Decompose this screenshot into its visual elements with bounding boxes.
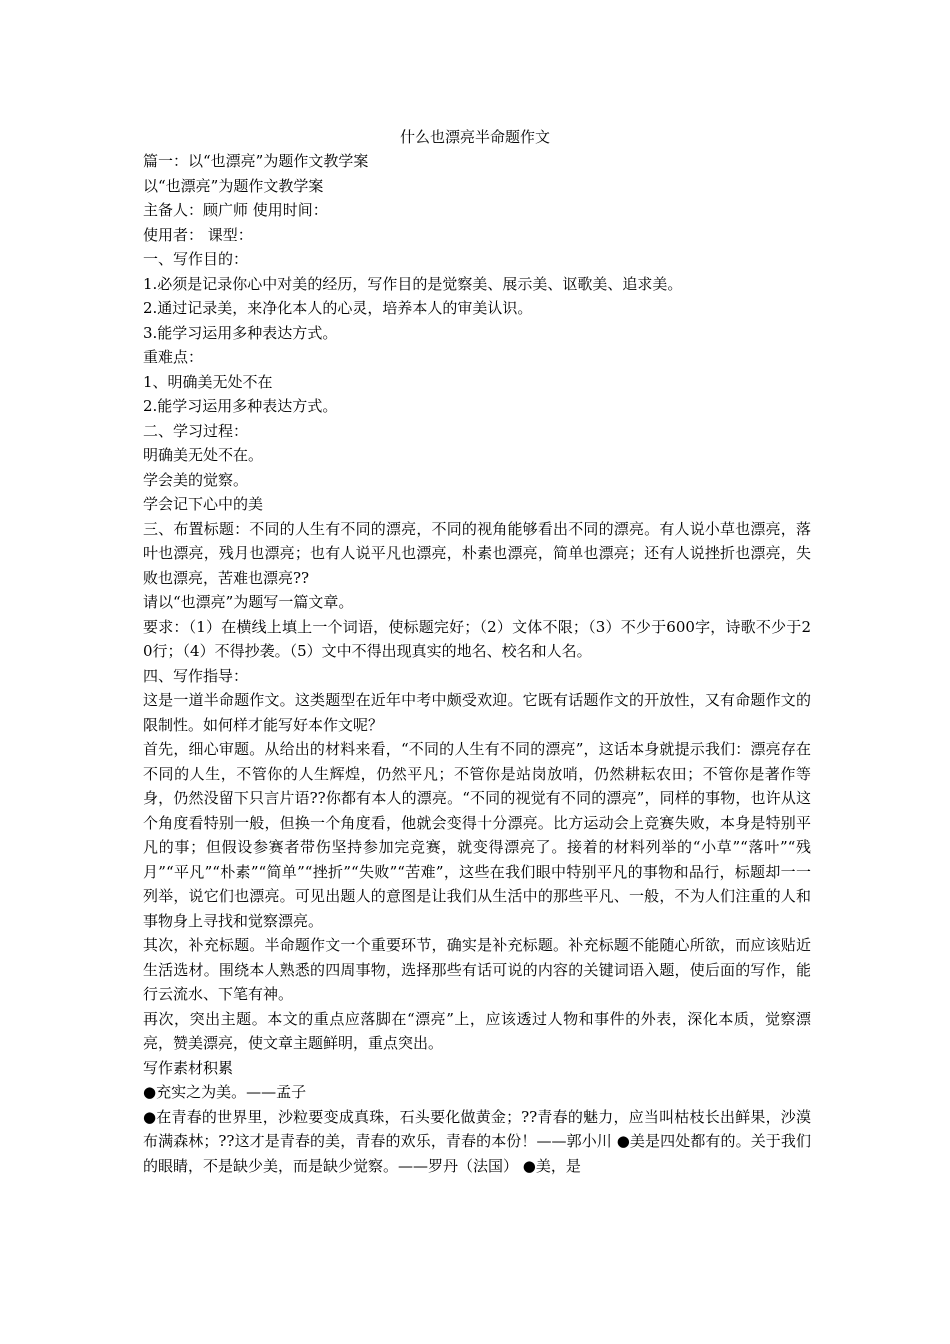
document-body: [143, 149, 811, 1178]
paragraph: 3.能学习运用多种表达方式。: [143, 323, 338, 342]
paragraph: 三、布置标题：不同的人生有不同的漂亮，不同的视角能够看出不同的漂亮。有人说小草也漂亮，落叶也漂亮，残月也漂亮；也有人说平凡也漂亮，朴素也漂亮，简单也漂亮；还有人说挫折也漂亮，失败也漂亮，苦难也漂亮??: [143, 519, 811, 587]
paragraph: ●在青春的世界里，沙粒要变成真珠，石头要化做黄金；??青春的魅力，应当叫枯枝长出鲜果，沙漠布满森林；??这才是青春的美，青春的欢乐，青春的本份！——郭小川 ●美是四处都有的。关于我们的眼睛，不是缺少美，而是缺少觉察。——罗丹（法国） ●美，是: [143, 1107, 811, 1175]
document-title: 什么也漂亮半命题作文: [399, 128, 550, 146]
paragraph: 以“也漂亮”为题作文教学案: [143, 176, 324, 195]
paragraph: 重难点：: [143, 348, 204, 366]
paragraph: ●充实之为美。——孟子: [143, 1083, 307, 1101]
paragraph: 篇一：以“也漂亮”为题作文教学案: [143, 152, 369, 170]
paragraph: 再次，突出主题。本文的重点应落脚在“漂亮”上，应该透过人物和事件的外表，深化本质，觉察漂亮，赞美漂亮，使文章主题鲜明，重点突出。: [143, 1009, 811, 1052]
paragraph: 2.通过记录美，来净化本人的心灵，培养本人的审美认识。: [143, 299, 533, 317]
paragraph: 要求：（1）在横线上填上一个词语，使标题完好；（2）文体不限；（3）不少于600字，诗歌不少于20行；（4）不得抄袭。（5）文中不得出现真实的地名、校名和人名。: [143, 617, 811, 660]
paragraph: 二、学习过程：: [143, 421, 249, 440]
paragraph: 学会美的觉察。: [143, 470, 249, 489]
paragraph: 写作素材积累: [143, 1058, 234, 1077]
paragraph: 请以“也漂亮”为题写一篇文章。: [143, 593, 354, 611]
paragraph: 其次，补充标题。半命题作文一个重要环节，确实是补充标题。补充标题不能随心所欲，而应该贴近生活选材。围绕本人熟悉的四周事物，选择那些有话可说的内容的关键词语入题，使后面的写作，能行云流水、下笔有神。: [143, 936, 811, 1003]
paragraph: 使用者： 课型：: [143, 225, 253, 244]
paragraph: 学会记下心中的美: [143, 495, 264, 513]
paragraph: 这是一道半命题作文。这类题型在近年中考中颇受欢迎。它既有话题作文的开放性，又有命题作文的限制性。如何样才能写好本作文呢？: [143, 691, 811, 734]
paragraph: 四、写作指导：: [143, 666, 249, 685]
paragraph: 明确美无处不在。: [143, 446, 264, 464]
paragraph: 首先，细心审题。从给出的材料来看，“不同的人生有不同的漂亮”，这话本身就提示我们：漂亮存在不同的人生，不管你的人生辉煌，仍然平凡；不管你是站岗放哨，仍然耕耘农田；不管你是著作等身，仍然没留下只言片语??你都有本人的漂亮。“不同的视觉有不同的漂亮”，同样的事物，也许从这个角度看特别一般，但换一个角度看，他就会变得十分漂亮。比方运动会上竞赛失败，本身是特别平凡的事；但假设参赛者带伤坚持参加完竞赛，就变得漂亮了。接着的材料列举的“小草”“落叶”“残月”“平凡”“朴素”“简单”“挫折”“失败”“苦难”，这些在我们眼中特别平凡的事物和品行，标题却一一列举，说它们也漂亮。可见出题人的意图是让我们从生活中的那些平凡、一般，不为人们注重的人和事物身上寻找和觉察漂亮。: [143, 740, 811, 930]
paragraph: 主备人：顾广师 使用时间：: [143, 201, 328, 219]
paragraph: 1、明确美无处不在: [143, 372, 273, 391]
paragraph: 一、写作目的：: [143, 250, 249, 268]
paragraph: 1.必须是记录你心中对美的经历，写作目的是觉察美、展示美、讴歌美、追求美。: [143, 274, 683, 293]
paragraph: 2.能学习运用多种表达方式。: [143, 397, 338, 415]
